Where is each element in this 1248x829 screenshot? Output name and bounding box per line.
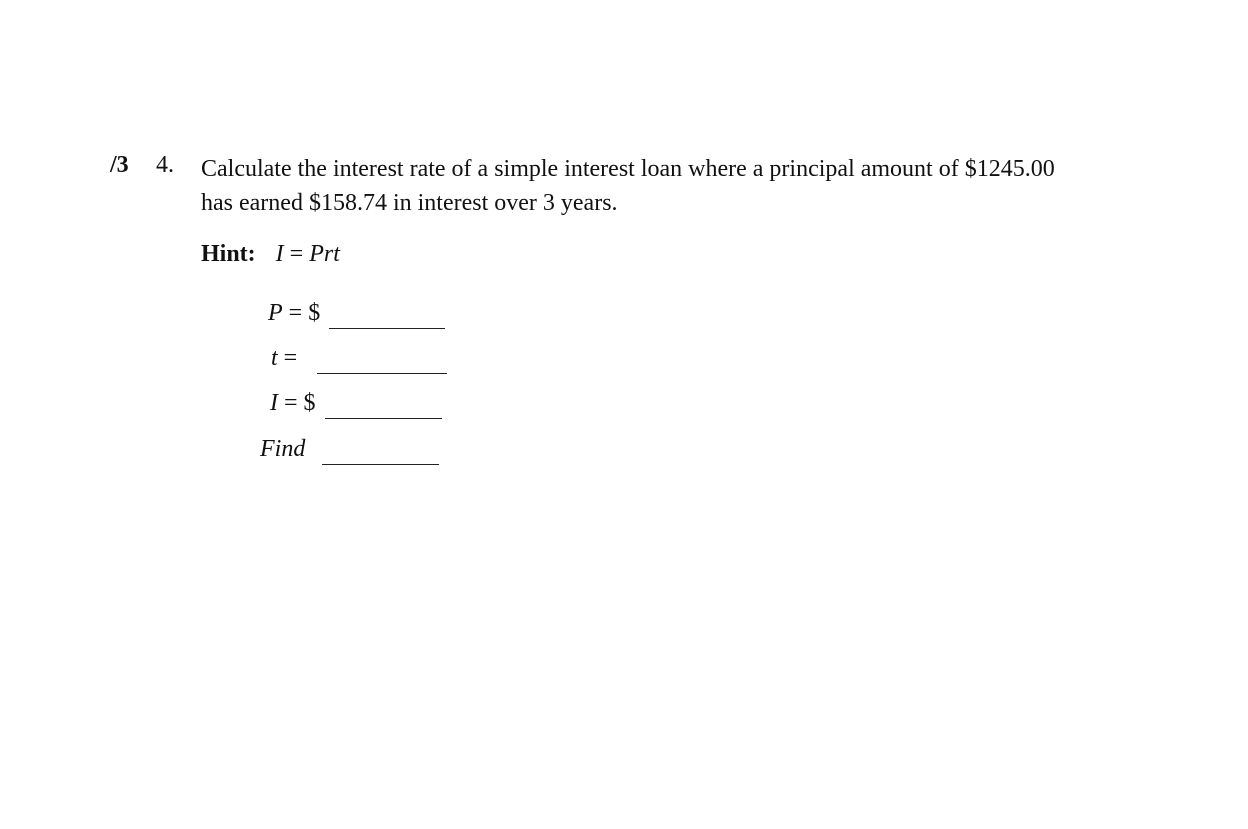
field-principal-suffix: = $ <box>282 300 321 326</box>
field-time-suffix: = <box>277 345 298 371</box>
question-number: 4. <box>156 152 174 178</box>
field-time-var: t <box>271 345 278 371</box>
formula-rhs: Prt <box>309 241 340 267</box>
field-principal-var: P <box>268 300 283 326</box>
hint-formula <box>276 241 340 267</box>
hint <box>201 241 340 268</box>
field-find-label <box>260 436 305 463</box>
field-principal-label <box>268 300 320 327</box>
field-interest-label <box>270 390 316 417</box>
field-interest-blank[interactable] <box>325 418 442 419</box>
field-find-blank[interactable] <box>322 464 439 465</box>
field-find-var: Find <box>260 436 306 462</box>
field-interest-var: I <box>270 390 278 416</box>
question-text <box>201 152 1161 220</box>
field-principal-blank[interactable] <box>329 328 445 329</box>
question-text-line-1: Calculate the interest rate of a simple interest loan where a principal amount of $1245.00 <box>201 156 1055 182</box>
field-time-label <box>271 345 297 372</box>
formula-lhs: I <box>275 241 284 267</box>
hint-label: Hint: <box>201 241 256 267</box>
field-interest-suffix: = $ <box>278 390 316 416</box>
field-time-blank[interactable] <box>317 373 447 374</box>
formula-equals: = <box>283 241 310 267</box>
question-marks: /3 <box>110 152 129 178</box>
question-text-line-2: has earned $158.74 in interest over 3 years. <box>201 190 618 216</box>
